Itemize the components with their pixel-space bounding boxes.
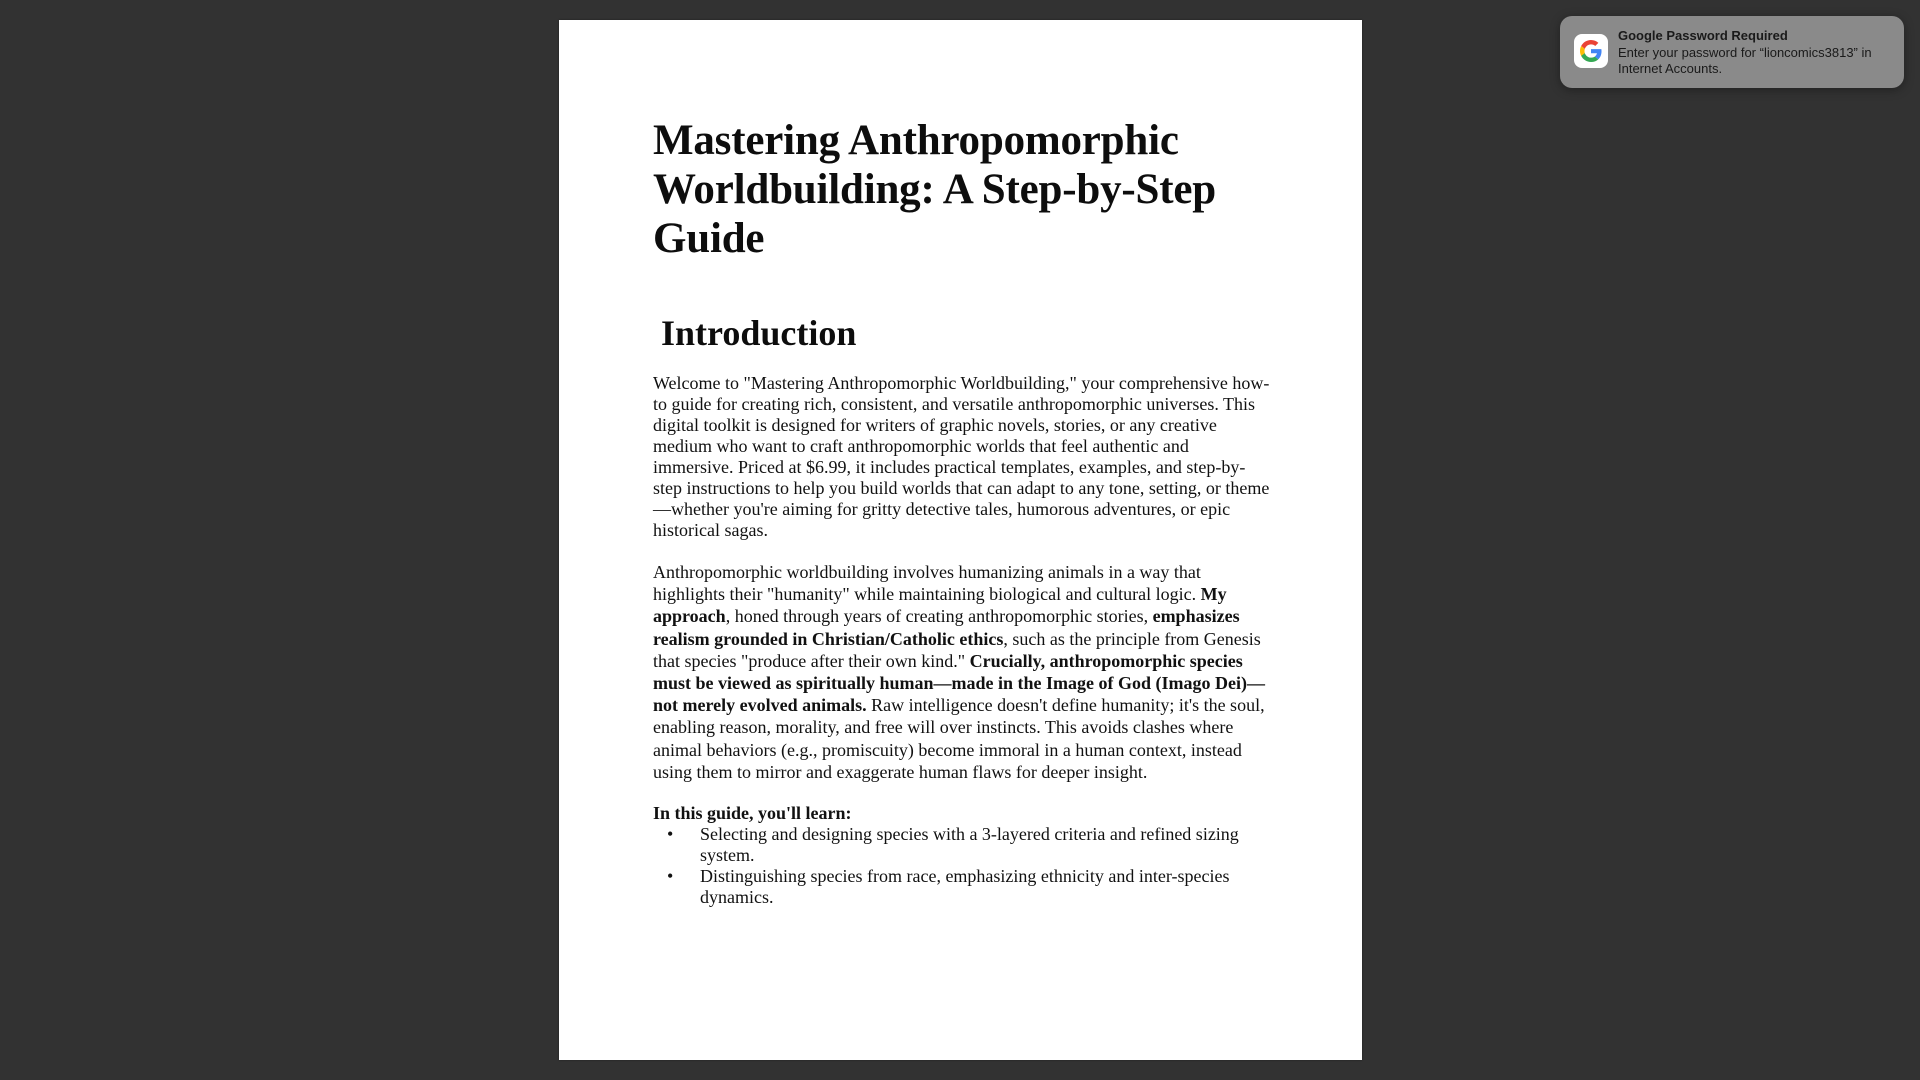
section-heading-introduction: Introduction — [661, 313, 857, 353]
list-item-text: Distinguishing species from race, emphasizing ethnicity and inter-species dynamics. — [700, 866, 1230, 908]
learn-list — [653, 824, 1273, 908]
bullet-icon: • — [667, 866, 674, 887]
approach-bold-2: emphasizes realism grounded in Christian/Catholic ethics — [653, 606, 1240, 649]
approach-bold-1: My approach — [653, 584, 1227, 627]
approach-bold-3: Crucially, anthropomorphic species must be viewed as spiritually human—made in the Image of God (Imago Dei)—not merely evolved animals. — [653, 650, 1266, 716]
approach-text-4: Raw intelligence doesn't define humanity; it's the soul, enabling reason, morality, and free will over instincts. This avoids clashes where animal behaviors (e.g., promiscuity) become immoral in a human context, instead using them to mirror and exaggerate human flaws for deeper insight. — [653, 695, 1265, 782]
list-item — [653, 824, 1273, 866]
approach-paragraph — [653, 561, 1273, 783]
document-title: Mastering Anthropomorphic Worldbuilding: A Step-by-Step Guide — [653, 117, 1216, 262]
approach-text-1: Anthropomorphic worldbuilding involves humanizing animals in a way that highlights their "humanity" while maintaining biological and cultural logic. — [653, 562, 1201, 605]
google-password-notification[interactable] — [1560, 16, 1904, 88]
notification-title: Google Password Required — [1618, 28, 1788, 43]
list-item-text: Selecting and designing species with a 3-layered criteria and refined sizing system. — [700, 824, 1239, 866]
bullet-icon: • — [667, 824, 674, 845]
google-icon — [1574, 34, 1608, 68]
learn-heading: In this guide, you'll learn: — [653, 803, 852, 824]
notification-body: Enter your password for “lioncomics3813” in Internet Accounts. — [1618, 45, 1872, 76]
approach-text-2: , honed through years of creating anthropomorphic stories, — [725, 606, 1153, 627]
document-page — [559, 20, 1362, 1060]
intro-paragraph: Welcome to "Mastering Anthropomorphic Worldbuilding," your comprehensive how-to guide for creating rich, consistent, and versatile anthropomorphic universes. This digital toolkit is designed for writers of graphic novels, stories, or any creative medium who want to craft anthropomorphic worlds that feel authentic and immersive. Priced at $6.99, it includes practical templates, examples, and step-by-step instructions to help you build worlds that can adapt to any tone, setting, or theme—whether you're aiming for gritty detective tales, humorous adventures, or epic historical sagas. — [653, 373, 1270, 540]
list-item — [653, 866, 1273, 908]
page-content — [653, 116, 1273, 908]
approach-text-3: , such as the principle from Genesis that species "produce after their own kind." — [653, 628, 1261, 671]
